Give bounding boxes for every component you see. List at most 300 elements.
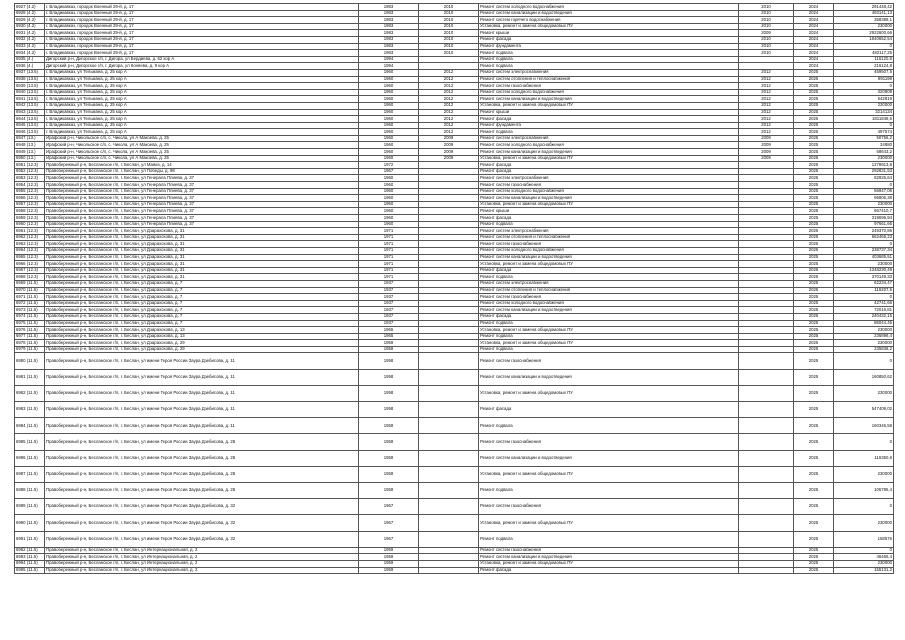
cell-last-repair-year: 2009 xyxy=(419,149,479,156)
cell-id: 6950 (13.) xyxy=(15,155,45,162)
cell-id: 6947 (13.) xyxy=(15,135,45,142)
cell-prev-year: 2012 xyxy=(739,116,794,123)
cell-plan-year: 2025 xyxy=(794,287,834,294)
cell-work-type: Ремонт систем канализации и водоотведения xyxy=(479,450,739,466)
cell-build-year: 1958 xyxy=(359,450,419,466)
cell-plan-year: 2025 xyxy=(794,300,834,307)
cell-build-year: 1983 xyxy=(359,43,419,50)
cell-prev-year xyxy=(739,215,794,222)
cell-amount: 291448,42 xyxy=(834,4,894,11)
table-row xyxy=(15,10,894,17)
cell-id: 6985 (11.5) xyxy=(15,434,45,450)
cell-address: г. Владикавказ, ул Тельмана, д. 25 кор А xyxy=(45,83,359,90)
cell-address: г. Владикавказ, городок Военный 29-й, д. 17 xyxy=(45,30,359,37)
cell-amount: 82925,64 xyxy=(834,175,894,182)
cell-plan-year: 2025 xyxy=(794,76,834,83)
cell-id: 6978 (11.5) xyxy=(15,340,45,347)
cell-id: 6938 (13.5) xyxy=(15,76,45,83)
cell-last-repair-year xyxy=(419,402,479,418)
cell-plan-year: 2025 xyxy=(794,247,834,254)
cell-build-year: 1983 xyxy=(359,4,419,11)
table-row xyxy=(15,109,894,116)
table-row xyxy=(15,17,894,24)
table-row xyxy=(15,195,894,202)
cell-build-year: 1983 xyxy=(359,10,419,17)
cell-id: 6984 (11.5) xyxy=(15,418,45,434)
cell-last-repair-year xyxy=(419,300,479,307)
cell-prev-year: 2010 xyxy=(739,50,794,57)
table-row xyxy=(15,30,894,37)
cell-last-repair-year: 2010 xyxy=(419,36,479,43)
cell-address: Дигорский р-н, Дигорское г/п, г. Дигора, ул Бердиева, д. 62 кор А xyxy=(45,56,359,63)
cell-last-repair-year xyxy=(419,307,479,314)
cell-address: Правобережный р-н, Бесланское г/п, г. Беслан, ул Дзарахохова, д. 31 xyxy=(45,234,359,241)
cell-amount: 292831,53 xyxy=(834,168,894,175)
cell-work-type: Ремонт фасада xyxy=(479,402,739,418)
cell-work-type: Установка, ремонт и замена общедомовых ПУ xyxy=(479,155,739,162)
cell-id: 6991 (11.5) xyxy=(15,531,45,547)
cell-build-year: 1960 xyxy=(359,109,419,116)
cell-address: Правобережный р-н, Бесланское г/п, г. Беслан, ул Дзарахохова, д. 31 xyxy=(45,228,359,235)
cell-plan-year: 2025 xyxy=(794,353,834,369)
cell-plan-year: 2025 xyxy=(794,313,834,320)
cell-plan-year: 2024 xyxy=(794,17,834,24)
cell-address: Правобережный р-н, Бесланское г/п, г. Беслан, ул Генерала Плиева, д. 37 xyxy=(45,188,359,195)
cell-work-type: Ремонт систем газоснабжения xyxy=(479,353,739,369)
cell-prev-year: 2009 xyxy=(739,135,794,142)
cell-build-year: 1971 xyxy=(359,241,419,248)
cell-plan-year: 2024 xyxy=(794,56,834,63)
cell-build-year: 1971 xyxy=(359,228,419,235)
table-row xyxy=(15,567,894,574)
cell-work-type: Установка, ремонт и замена общедомовых ПУ xyxy=(479,23,739,30)
cell-id: 6951 (12.3) xyxy=(15,162,45,169)
cell-id: 6992 (11.5) xyxy=(15,547,45,554)
cell-amount: 46465,4 xyxy=(834,554,894,561)
cell-id: 6980 (11.5) xyxy=(15,353,45,369)
cell-work-type: Ремонт подвала xyxy=(479,63,739,70)
cell-address: Правобережный р-н, Бесланское г/п, г. Беслан, ул Победы, д. 98 xyxy=(45,168,359,175)
cell-id: 6940 (13.5) xyxy=(15,89,45,96)
cell-build-year: 1983 xyxy=(359,17,419,24)
cell-build-year: 1937 xyxy=(359,287,419,294)
cell-address: Правобережный р-н, Бесланское г/п, г. Беслан, ул Генерала Плиева, д. 37 xyxy=(45,208,359,215)
cell-build-year: 1994 xyxy=(359,63,419,70)
cell-id: 6990 (11.5) xyxy=(15,515,45,531)
cell-prev-year xyxy=(739,482,794,498)
cell-prev-year xyxy=(739,499,794,515)
cell-work-type: Ремонт подвала xyxy=(479,333,739,340)
cell-work-type: Ремонт систем отопления и теплоснабжения xyxy=(479,76,739,83)
cell-plan-year: 2025 xyxy=(794,175,834,182)
cell-build-year: 1958 xyxy=(359,402,419,418)
cell-build-year: 1937 xyxy=(359,320,419,327)
cell-last-repair-year xyxy=(419,554,479,561)
cell-work-type: Ремонт подвала xyxy=(479,56,739,63)
cell-plan-year: 2025 xyxy=(794,434,834,450)
cell-prev-year xyxy=(739,346,794,353)
cell-last-repair-year xyxy=(419,56,479,63)
cell-plan-year: 2025 xyxy=(794,450,834,466)
cell-plan-year: 2024 xyxy=(794,36,834,43)
repair-schedule-table xyxy=(14,3,894,574)
cell-address: Правобережный р-н, Бесланское г/п, г. Беслан, ул Дзарахохова, д. 31 xyxy=(45,247,359,254)
cell-build-year: 1959 xyxy=(359,340,419,347)
cell-address: Правобережный р-н, Бесланское г/п, г. Беслан, ул Генерала Плиева, д. 37 xyxy=(45,195,359,202)
cell-prev-year: 2009 xyxy=(739,155,794,162)
cell-prev-year xyxy=(739,547,794,554)
cell-work-type: Ремонт систем электроснабжения xyxy=(479,228,739,235)
cell-id: 6958 (12.3) xyxy=(15,208,45,215)
cell-work-type: Ремонт фасада xyxy=(479,313,739,320)
cell-amount: 238737,34 xyxy=(834,247,894,254)
table-row xyxy=(15,402,894,418)
cell-build-year: 1958 xyxy=(359,418,419,434)
cell-build-year: 1960 xyxy=(359,142,419,149)
cell-work-type: Ремонт систем горячего водоснабжения xyxy=(479,17,739,24)
cell-plan-year: 2024 xyxy=(794,30,834,37)
cell-amount: 358389,1 xyxy=(834,17,894,24)
cell-prev-year: 2010 xyxy=(739,4,794,11)
cell-id: 6981 (11.5) xyxy=(15,369,45,385)
cell-address: г. Владикавказ, ул Тельмана, д. 25 кор А xyxy=(45,116,359,123)
cell-last-repair-year xyxy=(419,175,479,182)
cell-id: 6942 (13.5) xyxy=(15,102,45,109)
cell-address: Правобережный р-н, Бесланское г/п, г. Беслан, ул Дзарахохова, д. 7 xyxy=(45,300,359,307)
cell-amount: 155131,2 xyxy=(834,567,894,574)
cell-plan-year: 2025 xyxy=(794,385,834,401)
cell-plan-year: 2025 xyxy=(794,109,834,116)
cell-prev-year xyxy=(739,247,794,254)
cell-address: Правобережный р-н, Бесланское г/п, г. Беслан, ул имени Героя России Заура Дзебисова, д. 28 xyxy=(45,482,359,498)
cell-plan-year: 2025 xyxy=(794,168,834,175)
cell-last-repair-year xyxy=(419,333,479,340)
cell-amount: 230000 xyxy=(834,560,894,567)
cell-id: 6962 (12.3) xyxy=(15,234,45,241)
cell-address: г. Владикавказ, городок Военный 29-й, д. 17 xyxy=(45,50,359,57)
cell-address: Правобережный р-н, Бесланское г/п, г. Беслан, ул Маяка, д. 14 xyxy=(45,162,359,169)
cell-id: 6930 (4.2) xyxy=(15,23,45,30)
cell-work-type: Установка, ремонт и замена общедомовых ПУ xyxy=(479,327,739,334)
cell-address: Правобережный р-н, Бесланское г/п, г. Беслан, ул Генерала Плиева, д. 37 xyxy=(45,221,359,228)
cell-work-type: Ремонт систем холодного водоснабжения xyxy=(479,188,739,195)
cell-plan-year: 2025 xyxy=(794,83,834,90)
cell-build-year: 1959 xyxy=(359,547,419,554)
table-row xyxy=(15,36,894,43)
cell-prev-year: 2010 xyxy=(739,36,794,43)
cell-prev-year xyxy=(739,208,794,215)
cell-last-repair-year xyxy=(419,287,479,294)
cell-build-year: 1958 xyxy=(359,385,419,401)
cell-address: г. Владикавказ, городок Военный 29-й, д. 17 xyxy=(45,10,359,17)
cell-build-year: 1960 xyxy=(359,69,419,76)
cell-prev-year xyxy=(739,254,794,261)
cell-work-type: Ремонт систем электроснабжения xyxy=(479,69,739,76)
cell-id: 6948 (13.) xyxy=(15,142,45,149)
cell-address: г. Владикавказ, городок Военный 29-й, д. 17 xyxy=(45,17,359,24)
cell-amount: 0 xyxy=(834,122,894,129)
cell-id: 6960 (12.3) xyxy=(15,221,45,228)
cell-amount: 493141,13 xyxy=(834,10,894,17)
cell-prev-year xyxy=(739,274,794,281)
cell-last-repair-year xyxy=(419,274,479,281)
table-row xyxy=(15,247,894,254)
cell-id: 6961 (12.3) xyxy=(15,228,45,235)
cell-last-repair-year: 2010 xyxy=(419,17,479,24)
cell-amount: 0 xyxy=(834,241,894,248)
cell-plan-year: 2025 xyxy=(794,340,834,347)
cell-last-repair-year: 2010 xyxy=(419,10,479,17)
cell-amount: 891198 xyxy=(834,76,894,83)
cell-plan-year: 2025 xyxy=(794,102,834,109)
table-row xyxy=(15,96,894,103)
cell-work-type: Установка, ремонт и замена общедомовых ПУ xyxy=(479,201,739,208)
cell-build-year: 1971 xyxy=(359,234,419,241)
cell-id: 6943 (13.5) xyxy=(15,109,45,116)
cell-amount: 62234,47 xyxy=(834,280,894,287)
cell-work-type: Установка, ремонт и замена общедомовых ПУ xyxy=(479,385,739,401)
table-row xyxy=(15,307,894,314)
cell-prev-year xyxy=(739,280,794,287)
cell-address: Ирафский р-н, Чикольское с/п, с. Чикола, ул А Макоева, д. 25 xyxy=(45,142,359,149)
cell-prev-year xyxy=(739,300,794,307)
cell-work-type: Ремонт фасада xyxy=(479,162,739,169)
cell-address: Правобережный р-н, Бесланское г/п, г. Беслан, ул Генерала Плиева, д. 37 xyxy=(45,201,359,208)
table-row xyxy=(15,129,894,136)
cell-build-year: 1971 xyxy=(359,267,419,274)
table-row xyxy=(15,482,894,498)
cell-last-repair-year xyxy=(419,353,479,369)
cell-work-type: Ремонт подвала xyxy=(479,418,739,434)
cell-last-repair-year xyxy=(419,499,479,515)
cell-amount: 230000 xyxy=(834,327,894,334)
table-row xyxy=(15,228,894,235)
cell-last-repair-year xyxy=(419,450,479,466)
cell-id: 6953 (12.3) xyxy=(15,175,45,182)
cell-last-repair-year xyxy=(419,182,479,189)
cell-plan-year: 2025 xyxy=(794,482,834,498)
cell-plan-year: 2025 xyxy=(794,208,834,215)
cell-prev-year: 2009 xyxy=(739,149,794,156)
cell-plan-year: 2025 xyxy=(794,142,834,149)
table-row xyxy=(15,208,894,215)
cell-last-repair-year xyxy=(419,560,479,567)
cell-id: 6932 (4.2) xyxy=(15,36,45,43)
table-row xyxy=(15,83,894,90)
cell-work-type: Ремонт систем канализации и водоотведения xyxy=(479,254,739,261)
table-row xyxy=(15,267,894,274)
cell-last-repair-year xyxy=(419,162,479,169)
cell-build-year: 1965 xyxy=(359,327,419,334)
cell-amount: 97661,66 xyxy=(834,221,894,228)
cell-work-type: Ремонт систем электроснабжения xyxy=(479,175,739,182)
cell-work-type: Ремонт фасада xyxy=(479,267,739,274)
cell-last-repair-year: 2012 xyxy=(419,76,479,83)
cell-amount: 235838,2 xyxy=(834,346,894,353)
cell-amount: 0 xyxy=(834,499,894,515)
cell-build-year: 1958 xyxy=(359,434,419,450)
cell-work-type: Ремонт фасада xyxy=(479,168,739,175)
cell-last-repair-year xyxy=(419,294,479,301)
cell-work-type: Ремонт фундамента xyxy=(479,122,739,129)
cell-prev-year: 2010 xyxy=(739,43,794,50)
cell-build-year: 1983 xyxy=(359,23,419,30)
cell-amount: 1348230,49 xyxy=(834,267,894,274)
cell-id: 6957 (12.3) xyxy=(15,201,45,208)
cell-address: Правобережный р-н, Бесланское г/п, г. Беслан, ул имени Героя России Заура Дзебисова, д. 11 xyxy=(45,353,359,369)
cell-last-repair-year xyxy=(419,515,479,531)
table-row xyxy=(15,300,894,307)
cell-id: 6995 (11.5) xyxy=(15,567,45,574)
cell-work-type: Установка, ремонт и замена общедомовых ПУ xyxy=(479,560,739,567)
cell-prev-year xyxy=(739,261,794,268)
cell-id: 6979 (11.5) xyxy=(15,346,45,353)
cell-work-type: Ремонт систем газоснабжения xyxy=(479,499,739,515)
cell-amount: 86044,45 xyxy=(834,320,894,327)
cell-id: 6970 (11.5) xyxy=(15,287,45,294)
cell-work-type: Ремонт систем отопления и теплоснабжения xyxy=(479,234,739,241)
cell-work-type: Ремонт фундамента xyxy=(479,43,739,50)
cell-build-year: 1960 xyxy=(359,76,419,83)
table-row xyxy=(15,215,894,222)
cell-work-type: Ремонт систем канализации и водоотведения xyxy=(479,195,739,202)
cell-id: 6927 (4.2) xyxy=(15,4,45,11)
cell-amount: 403685,51 xyxy=(834,254,894,261)
cell-work-type: Ремонт подвала xyxy=(479,129,739,136)
cell-prev-year: 2012 xyxy=(739,83,794,90)
cell-plan-year: 2025 xyxy=(794,89,834,96)
cell-id: 6955 (12.3) xyxy=(15,188,45,195)
cell-address: Правобережный р-н, Бесланское г/п, г. Беслан, ул Дзарахохова, д. 31 xyxy=(45,241,359,248)
cell-plan-year: 2025 xyxy=(794,369,834,385)
cell-address: Правобережный р-н, Бесланское г/п, г. Беслан, ул имени Героя России Заура Дзебисова, д. 28 xyxy=(45,450,359,466)
cell-id: 6969 (11.5) xyxy=(15,280,45,287)
cell-amount: 469507,5 xyxy=(834,69,894,76)
table-row xyxy=(15,280,894,287)
cell-prev-year xyxy=(739,307,794,314)
cell-work-type: Установка, ремонт и замена общедомовых ПУ xyxy=(479,102,739,109)
cell-plan-year: 2025 xyxy=(794,135,834,142)
cell-build-year: 1960 xyxy=(359,122,419,129)
cell-plan-year: 2025 xyxy=(794,129,834,136)
table-row xyxy=(15,69,894,76)
cell-work-type: Установка, ремонт и замена общедомовых ПУ xyxy=(479,340,739,347)
table-row xyxy=(15,102,894,109)
cell-build-year: 1994 xyxy=(359,56,419,63)
cell-last-repair-year: 2010 xyxy=(419,50,479,57)
table-row xyxy=(15,135,894,142)
cell-prev-year xyxy=(739,385,794,401)
cell-id: 6964 (12.3) xyxy=(15,247,45,254)
cell-work-type: Ремонт систем канализации и водоотведения xyxy=(479,369,739,385)
cell-build-year: 1983 xyxy=(359,50,419,57)
cell-last-repair-year xyxy=(419,168,479,175)
cell-id: 6946 (13.5) xyxy=(15,129,45,136)
cell-address: Правобережный р-н, Бесланское г/п, г. Беслан, ул Дзарахохова, д. 7 xyxy=(45,294,359,301)
cell-work-type: Ремонт фасада xyxy=(479,36,739,43)
cell-address: г. Владикавказ, ул Тельмана, д. 25 кор А xyxy=(45,109,359,116)
table-row xyxy=(15,560,894,567)
cell-amount: 0 xyxy=(834,83,894,90)
cell-work-type: Ремонт систем холодного водоснабжения xyxy=(479,300,739,307)
table-row xyxy=(15,254,894,261)
cell-address: Правобережный р-н, Бесланское г/п, г. Беслан, ул Дзарахохова, д. 13 xyxy=(45,327,359,334)
cell-work-type: Ремонт подвала xyxy=(479,50,739,57)
cell-prev-year xyxy=(739,353,794,369)
cell-prev-year xyxy=(739,313,794,320)
cell-prev-year: 2009 xyxy=(739,142,794,149)
cell-plan-year: 2025 xyxy=(794,466,834,482)
cell-id: 6941 (13.5) xyxy=(15,96,45,103)
cell-address: Правобережный р-н, Бесланское г/п, г. Беслан, ул имени Героя России Заура Дзебисова, д. 32 xyxy=(45,531,359,547)
cell-plan-year: 2025 xyxy=(794,221,834,228)
cell-build-year: 1960 xyxy=(359,102,419,109)
cell-build-year: 1971 xyxy=(359,274,419,281)
cell-plan-year: 2024 xyxy=(794,63,834,70)
cell-prev-year xyxy=(739,333,794,340)
cell-address: Правобережный р-н, Бесланское г/п, г. Беслан, ул Генерала Плиева, д. 37 xyxy=(45,215,359,222)
table-row xyxy=(15,515,894,531)
cell-build-year: 1959 xyxy=(359,560,419,567)
cell-prev-year xyxy=(739,450,794,466)
table-row xyxy=(15,369,894,385)
cell-last-repair-year: 2010 xyxy=(419,23,479,30)
cell-last-repair-year xyxy=(419,320,479,327)
cell-build-year: 1959 xyxy=(359,554,419,561)
cell-prev-year xyxy=(739,234,794,241)
table-row xyxy=(15,241,894,248)
cell-prev-year: 2012 xyxy=(739,69,794,76)
cell-address: Правобережный р-н, Бесланское г/п, г. Беслан, ул имени Героя России Заура Дзебисова, д. 28 xyxy=(45,466,359,482)
cell-address: Правобережный р-н, Бесланское г/п, г. Беслан, ул Интернациональная, д. 2 xyxy=(45,567,359,574)
table-row xyxy=(15,287,894,294)
cell-build-year: 1960 xyxy=(359,96,419,103)
cell-address: г. Владикавказ, городок Военный 29-й, д. 17 xyxy=(45,43,359,50)
cell-address: Ирафский р-н, Чикольское с/п, с. Чикола, ул А Макоева, д. 25 xyxy=(45,149,359,156)
table-row xyxy=(15,89,894,96)
cell-build-year: 1967 xyxy=(359,499,419,515)
cell-work-type: Ремонт подвала xyxy=(479,531,739,547)
cell-plan-year: 2025 xyxy=(794,201,834,208)
cell-build-year: 1967 xyxy=(359,515,419,531)
cell-plan-year: 2025 xyxy=(794,531,834,547)
cell-prev-year xyxy=(739,560,794,567)
cell-id: 6977 (11.5) xyxy=(15,333,45,340)
cell-plan-year: 2025 xyxy=(794,116,834,123)
cell-amount: 72016,81 xyxy=(834,307,894,314)
cell-address: Правобережный р-н, Бесланское г/п, г. Беслан, ул Дзарахохова, д. 31 xyxy=(45,267,359,274)
table-row xyxy=(15,116,894,123)
cell-last-repair-year xyxy=(419,63,479,70)
cell-amount: 95806,38 xyxy=(834,195,894,202)
cell-plan-year: 2025 xyxy=(794,560,834,567)
cell-id: 6929 (4.2) xyxy=(15,17,45,24)
cell-address: г. Владикавказ, ул Тельмана, д. 25 кор А xyxy=(45,69,359,76)
cell-prev-year: 2012 xyxy=(739,96,794,103)
cell-work-type: Ремонт систем канализации и водоотведения xyxy=(479,307,739,314)
cell-id: 6989 (11.5) xyxy=(15,499,45,515)
cell-address: Дигорский р-н, Дигорское г/п, г. Дигора, ул Коняева, д. 9 кор А xyxy=(45,63,359,70)
cell-amount: 0 xyxy=(834,353,894,369)
cell-address: Правобережный р-н, Бесланское г/п, г. Беслан, ул имени Героя России Заура Дзебисова, д. 32 xyxy=(45,499,359,515)
cell-id: 6935 (4.) xyxy=(15,56,45,63)
cell-work-type: Ремонт систем холодного водоснабжения xyxy=(479,89,739,96)
cell-last-repair-year xyxy=(419,208,479,215)
cell-work-type: Установка, ремонт и замена общедомовых ПУ xyxy=(479,261,739,268)
table-row xyxy=(15,122,894,129)
cell-last-repair-year xyxy=(419,241,479,248)
cell-id: 6963 (12.3) xyxy=(15,241,45,248)
